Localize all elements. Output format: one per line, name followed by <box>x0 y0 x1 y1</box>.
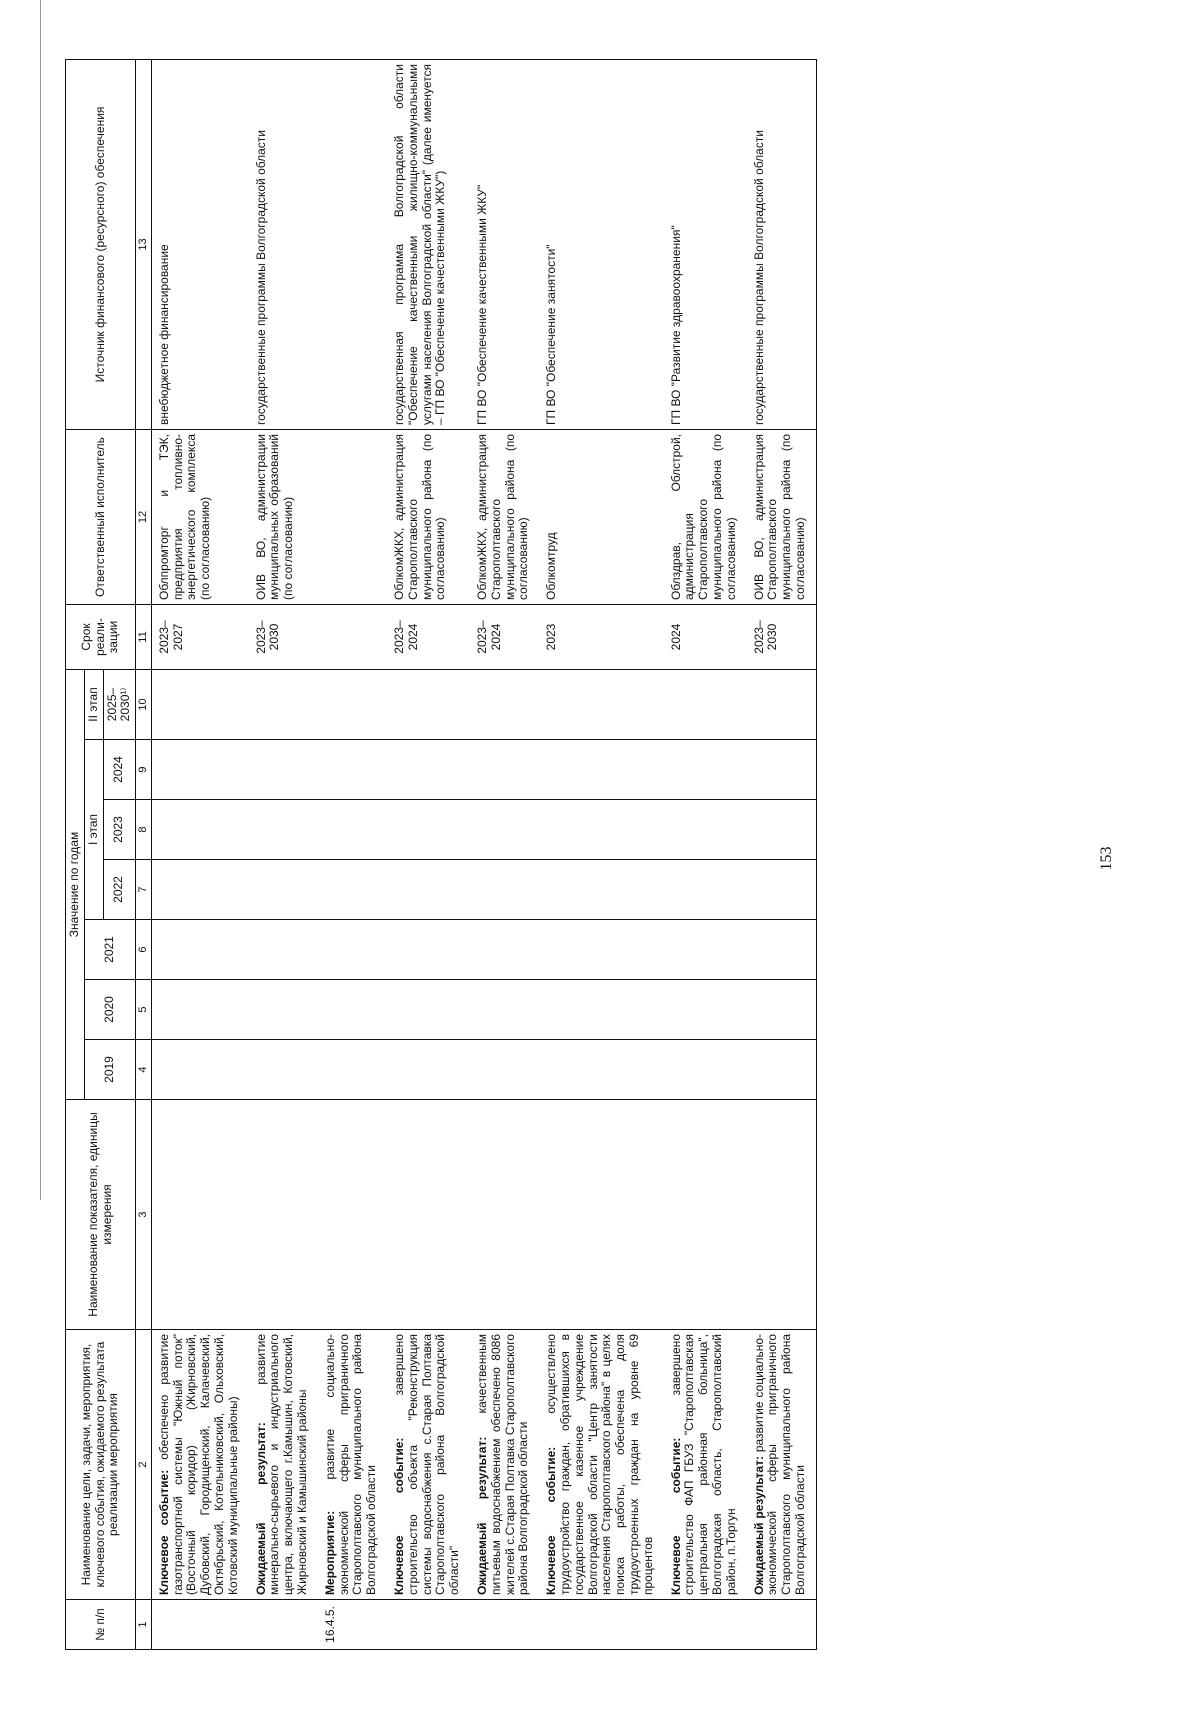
row-description <box>664 1330 747 1600</box>
row-2021 <box>664 920 747 980</box>
row-indicator <box>747 1100 817 1330</box>
row-executor: ОИВ ВО, администрация Старополтавского муниципального района (по согласованию) <box>747 430 817 605</box>
row-term: 2023–2024 <box>387 605 470 670</box>
row-2023 <box>664 800 747 860</box>
row-2025-2030 <box>470 670 539 740</box>
row-2021 <box>318 920 387 980</box>
row-2020 <box>539 980 663 1040</box>
row-2022 <box>318 860 387 920</box>
col-number: 4 <box>136 1040 152 1100</box>
row-description <box>470 1330 539 1600</box>
header-values: Значение по годам <box>66 670 85 1100</box>
row-indicator <box>470 1100 539 1330</box>
row-2020 <box>470 980 539 1040</box>
row-label: Ожидаемый результат: <box>474 1436 489 1595</box>
row-label: Ожидаемый результат: <box>751 1456 766 1595</box>
row-num <box>664 1600 747 1650</box>
row-2019 <box>664 1040 747 1100</box>
header-2025-2030: 2025–2030¹⁾ <box>103 670 136 740</box>
row-2022 <box>539 860 663 920</box>
row-2019 <box>249 1040 318 1100</box>
row-indicator <box>664 1100 747 1330</box>
row-2023 <box>470 800 539 860</box>
row-text: обеспечено развитие газотранспортной системы "Южный поток" (Восточный коридор) (Жирновский, Дубовский, Городищенский, Калачевский, Октябрьский, Котельниковский, Ольховский, Котовский муниципальные районы) <box>156 1333 240 1595</box>
row-executor: Облздрав, Облстрой, администрация Старополтавского муниципального района (по согласованию) <box>664 430 747 605</box>
row-label: Ключевое событие: <box>391 1437 406 1595</box>
row-2024 <box>318 740 387 800</box>
header-executor: Ответственный исполнитель <box>66 430 136 605</box>
header-indicator: Наименование показателя, единицы измерения <box>66 1100 136 1330</box>
table-row <box>539 60 663 1650</box>
table-header <box>66 60 152 1650</box>
row-2020 <box>747 980 817 1040</box>
row-term: 2024 <box>664 605 747 670</box>
row-2023 <box>151 800 248 860</box>
row-2021 <box>151 920 248 980</box>
row-label: Ключевое событие: <box>668 1437 683 1595</box>
header-name: Наименование цели, задачи, мероприятия, ключевого события, ожидаемого результата реализации мероприятия <box>66 1330 136 1600</box>
row-2024 <box>249 740 318 800</box>
header-2022: 2022 <box>103 860 136 920</box>
header-2020: 2020 <box>84 980 135 1040</box>
row-description <box>151 1330 248 1600</box>
header-stage-2: II этап <box>84 670 103 740</box>
row-num <box>249 1600 318 1650</box>
page-number: 153 <box>1098 846 1115 871</box>
row-2019 <box>539 1040 663 1100</box>
col-number: 1 <box>136 1600 152 1650</box>
row-2019 <box>470 1040 539 1100</box>
row-source: государственные программы Волгоградской области <box>747 60 817 430</box>
row-2023 <box>249 800 318 860</box>
table-row <box>151 60 248 1650</box>
row-2022 <box>387 860 470 920</box>
header-2023: 2023 <box>103 800 136 860</box>
row-num <box>747 1600 817 1650</box>
row-executor <box>318 430 387 605</box>
row-source: государственные программы Волгоградской области <box>249 60 318 430</box>
col-number: 9 <box>136 740 152 800</box>
row-text: завершено строительство ФАП ГБУЗ "Старополтавская центральная районная больница", Волгоградская область, Старополтавский район, п.Торгун <box>668 1334 738 1595</box>
col-number: 10 <box>136 670 152 740</box>
table-row <box>387 60 470 1650</box>
row-2022 <box>747 860 817 920</box>
header-2021: 2021 <box>84 920 135 980</box>
row-description <box>318 1330 387 1600</box>
col-number: 6 <box>136 920 152 980</box>
row-2025-2030 <box>151 670 248 740</box>
row-2024 <box>664 740 747 800</box>
row-2021 <box>539 920 663 980</box>
row-term: 2023–2027 <box>151 605 248 670</box>
row-2025-2030 <box>539 670 663 740</box>
row-label: Мероприятие: <box>322 1510 337 1595</box>
row-2024 <box>747 740 817 800</box>
row-executor: Облкомтруд <box>539 430 663 605</box>
row-2021 <box>747 920 817 980</box>
row-text: качественным питьевым водоснабжением обеспечено 8086 жителей с.Старая Полтавка Старополтавского района Волгоградской области <box>474 1334 531 1595</box>
row-2024 <box>470 740 539 800</box>
row-2022 <box>249 860 318 920</box>
col-number: 13 <box>136 60 152 430</box>
row-2025-2030 <box>664 670 747 740</box>
row-executor: Облпромторг и ТЭК, предприятия топливно-энергетического комплекса (по согласованию) <box>151 430 248 605</box>
col-number: 2 <box>136 1330 152 1600</box>
row-source: внебюджетное финансирование <box>151 60 248 430</box>
header-term: Срок реали-зации <box>66 605 136 670</box>
row-2022 <box>470 860 539 920</box>
table-row <box>249 60 318 1650</box>
row-2020 <box>151 980 248 1040</box>
row-indicator <box>539 1100 663 1330</box>
header-num: № п/п <box>66 1600 136 1650</box>
row-text: развитие минерально-сырьевого и индустриального центра, включающего г.Камышин, Котовский, Жирновский и Камышинский районы <box>253 1333 309 1595</box>
row-2025-2030 <box>387 670 470 740</box>
row-source: государственная программа Волгоградской области "Обеспечение качественными жилищно-коммунальными услугами населения Волгоградской области" (далее именуется – ГП ВО "Обеспечение качественными ЖКУ") <box>387 60 470 430</box>
row-2023 <box>747 800 817 860</box>
row-indicator <box>387 1100 470 1330</box>
row-text: завершено строительство объекта "Реконструкция системы водоснабжения с.Старая Полтавка Старополтавского района Волгоградской области" <box>391 1334 462 1595</box>
row-text: развитие социально-экономической сферы приграничного Старополтавского муниципального района Волгоградской области <box>751 1334 807 1595</box>
row-label: Ожидаемый результат: <box>253 1422 268 1595</box>
col-number: 7 <box>136 860 152 920</box>
row-text: осуществлено трудоустройство граждан, обратившихся в государственное казенное учреждение Волгоградской области "Центр занятости населения Старополтавского района" в целях поиска работы, обеспечена доля трудоустроенных граждан на уровне 69 процентов <box>544 1334 655 1595</box>
row-description <box>747 1330 817 1600</box>
row-2024 <box>151 740 248 800</box>
row-2025-2030 <box>318 670 387 740</box>
row-executor: ОблкомЖКХ, администрация Старополтавского муниципального района (по согласованию) <box>470 430 539 605</box>
row-text: развитие социально-экономической сферы приграничного Старополтавского муниципального района Волгоградской области <box>322 1334 379 1595</box>
row-indicator <box>318 1100 387 1330</box>
col-number: 8 <box>136 800 152 860</box>
row-term: 2023–2030 <box>249 605 318 670</box>
row-indicator <box>151 1100 248 1330</box>
row-2024 <box>387 740 470 800</box>
row-2025-2030 <box>249 670 318 740</box>
row-2019 <box>747 1040 817 1100</box>
row-2020 <box>387 980 470 1040</box>
row-2021 <box>470 920 539 980</box>
table-row <box>664 60 747 1650</box>
row-label: Ключевое событие: <box>544 1446 559 1595</box>
row-2023 <box>387 800 470 860</box>
row-description <box>539 1330 663 1600</box>
row-2021 <box>387 920 470 980</box>
row-num <box>470 1600 539 1650</box>
row-description <box>249 1330 318 1600</box>
row-label: Ключевое событие: <box>156 1469 171 1595</box>
row-2019 <box>387 1040 470 1100</box>
table-row <box>318 60 387 1650</box>
row-2022 <box>664 860 747 920</box>
table-body <box>151 60 816 1650</box>
header-source: Источник финансового (ресурсного) обеспечения <box>66 60 136 430</box>
row-2022 <box>151 860 248 920</box>
col-number: 12 <box>136 430 152 605</box>
row-2023 <box>318 800 387 860</box>
header-2019: 2019 <box>84 1040 135 1100</box>
row-executor: ОИВ ВО, администрации муниципальных образований (по согласованию) <box>249 430 318 605</box>
row-term: 2023–2024 <box>470 605 539 670</box>
row-source: ГП ВО "Обеспечение качественными ЖКУ" <box>470 60 539 430</box>
row-source <box>318 60 387 430</box>
row-2025-2030 <box>747 670 817 740</box>
row-num: 16.4.5. <box>318 1600 387 1650</box>
row-2020 <box>249 980 318 1040</box>
row-num <box>387 1600 470 1650</box>
row-2020 <box>664 980 747 1040</box>
row-2024 <box>539 740 663 800</box>
row-source: ГП ВО "Развитие здравоохранения" <box>664 60 747 430</box>
row-source: ГП ВО "Обеспечение занятости" <box>539 60 663 430</box>
row-term: 2023–2030 <box>747 605 817 670</box>
row-indicator <box>249 1100 318 1330</box>
table-row <box>470 60 539 1650</box>
col-number: 11 <box>136 605 152 670</box>
row-2019 <box>151 1040 248 1100</box>
row-2023 <box>539 800 663 860</box>
col-number: 3 <box>136 1100 152 1330</box>
row-term <box>318 605 387 670</box>
row-2020 <box>318 980 387 1040</box>
col-number: 5 <box>136 980 152 1040</box>
header-stage-1: I этап <box>84 740 103 920</box>
row-description <box>387 1330 470 1600</box>
row-num <box>151 1600 248 1650</box>
row-term: 2023 <box>539 605 663 670</box>
row-2021 <box>249 920 318 980</box>
header-2024: 2024 <box>103 740 136 800</box>
row-executor: ОблкомЖКХ, администрация Старополтавского муниципального района (по согласованию) <box>387 430 470 605</box>
row-2019 <box>318 1040 387 1100</box>
table-row <box>747 60 817 1650</box>
row-num <box>539 1600 663 1650</box>
plan-table <box>65 59 817 1650</box>
